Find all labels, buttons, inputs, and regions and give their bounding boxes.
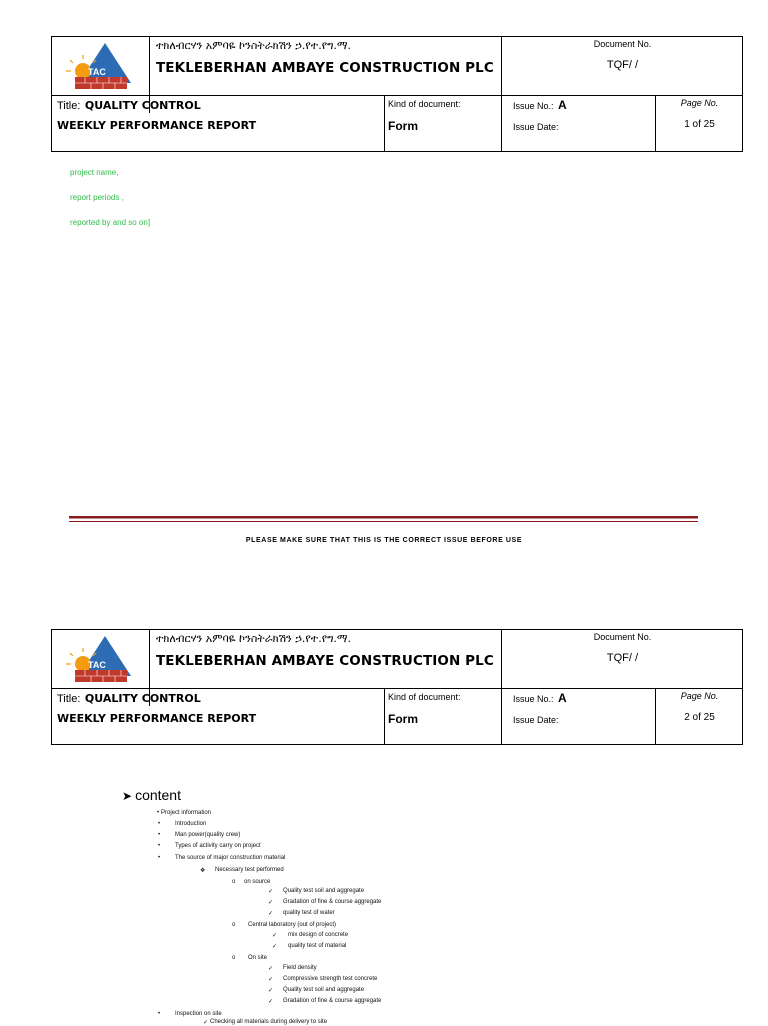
check-icon: ✓ — [268, 911, 274, 917]
note-report-periods: report periods , — [70, 193, 124, 202]
company-logo — [61, 634, 143, 684]
check-icon: ✓ — [268, 988, 274, 994]
kind-of-document-label: Kind of document: — [388, 692, 461, 702]
page-no-value: 2 of 25 — [684, 712, 715, 723]
list-item: Gradation of fine & course aggregate — [283, 899, 382, 905]
issue-no — [513, 689, 567, 707]
company-name: TEKLEBERHAN AMBAYE CONSTRUCTION PLC — [156, 60, 494, 76]
page-no-label: Page No. — [680, 98, 719, 108]
issue-date-label: Issue Date: — [513, 122, 559, 132]
content-heading-text: content — [135, 787, 181, 803]
list-item: quality test of material — [288, 943, 347, 949]
page-divider — [69, 516, 698, 524]
issue-notice: PLEASE MAKE SURE THAT THIS IS THE CORRECT ISSUE BEFORE USE — [245, 537, 523, 544]
check-icon: ✓ — [268, 900, 274, 906]
arrow-bullet-icon: ➤ — [122, 789, 133, 803]
issue-date-label: Issue Date: — [513, 715, 559, 725]
note-reported-by: reported by and so on] — [70, 218, 151, 227]
list-item: Introduction — [175, 821, 207, 827]
page-no-label: Page No. — [680, 691, 719, 701]
title-value: QUALITY CONTROL — [84, 99, 201, 112]
document-no-value: TQF/ / — [606, 59, 639, 71]
amharic-company-name: ተክለብርሃን አምባዬ ኮንስትራክሽን ኃ.የተ.የግ.ማ. — [156, 39, 352, 52]
list-item: The source of major construction material — [175, 855, 286, 861]
list-item: Project information — [161, 810, 212, 816]
amharic-company-name: ተክለብርሃን አምባዬ ኮንስትራክሽን ኃ.የተ.የግ.ማ. — [156, 632, 352, 645]
bullet-icon: • — [158, 855, 161, 861]
document-no-label: Document No. — [593, 39, 652, 49]
check-icon: ✓ — [268, 889, 274, 895]
kind-of-document-value: Form — [388, 119, 418, 133]
document-header-page-1 — [51, 36, 743, 152]
issue-no-value: A — [557, 98, 567, 112]
check-icon: ✓ — [268, 966, 274, 972]
title-label: Title: — [57, 693, 81, 705]
issue-no — [513, 96, 567, 114]
check-icon: ✓ — [272, 944, 278, 950]
list-item: Man power(quality crew) — [175, 832, 241, 838]
list-item: Field density — [283, 965, 317, 971]
title-row — [57, 689, 201, 707]
bullet-icon: • — [157, 810, 160, 816]
kind-of-document-label: Kind of document: — [388, 99, 461, 109]
list-item: quality test of water — [283, 910, 335, 916]
circle-bullet-icon: o — [232, 922, 236, 928]
list-item: Gradation of fine & course aggregate — [283, 998, 382, 1004]
logo-text: TAC — [88, 67, 106, 77]
bullet-icon: • — [158, 1011, 161, 1017]
circle-bullet-icon: o — [232, 879, 236, 885]
list-item: Inspection on site — [175, 1011, 222, 1017]
report-name: WEEKLY PERFORMANCE REPORT — [57, 712, 257, 725]
issue-no-label: Issue No.: — [513, 694, 554, 704]
list-item: Central laboratory (out of project) — [248, 922, 337, 928]
check-icon: ✓ — [203, 1020, 209, 1026]
issue-no-label: Issue No.: — [513, 101, 554, 111]
list-item: Necessary test performed — [215, 867, 284, 873]
check-icon: ✓ — [268, 977, 274, 983]
list-item: Checking all materials during delivery to site — [210, 1019, 328, 1025]
document-no-label: Document No. — [593, 632, 652, 642]
content-heading — [122, 787, 181, 803]
document-header-page-2 — [51, 629, 743, 745]
list-item: Types of activity carry on project — [175, 843, 261, 849]
check-icon: ✓ — [272, 933, 278, 939]
list-item: Quality test soil and aggregate — [283, 987, 365, 993]
company-name: TEKLEBERHAN AMBAYE CONSTRUCTION PLC — [156, 653, 494, 669]
page-no-value: 1 of 25 — [684, 119, 715, 130]
report-name: WEEKLY PERFORMANCE REPORT — [57, 119, 257, 132]
list-item: On site — [248, 955, 268, 961]
list-item: mix design of concrete — [288, 932, 349, 938]
title-label: Title: — [57, 100, 81, 112]
title-value: QUALITY CONTROL — [84, 692, 201, 705]
issue-no-value: A — [557, 691, 567, 705]
logo-text: TAC — [88, 660, 106, 670]
kind-of-document-value: Form — [388, 712, 418, 726]
bullet-icon: • — [158, 821, 161, 827]
list-item: Quality test soil and aggregate — [283, 888, 365, 894]
bullet-icon: • — [158, 843, 161, 849]
bullet-icon: • — [158, 832, 161, 838]
title-row — [57, 96, 201, 114]
circle-bullet-icon: o — [232, 955, 236, 961]
document-no-value: TQF/ / — [606, 652, 639, 664]
list-item: Compressive strength test concrete — [283, 976, 378, 982]
company-logo — [61, 41, 143, 91]
note-project-name: project name, — [70, 168, 119, 177]
diamond-bullet-icon: ❖ — [200, 868, 206, 874]
check-icon: ✓ — [268, 999, 274, 1005]
list-item: on source — [244, 879, 271, 885]
